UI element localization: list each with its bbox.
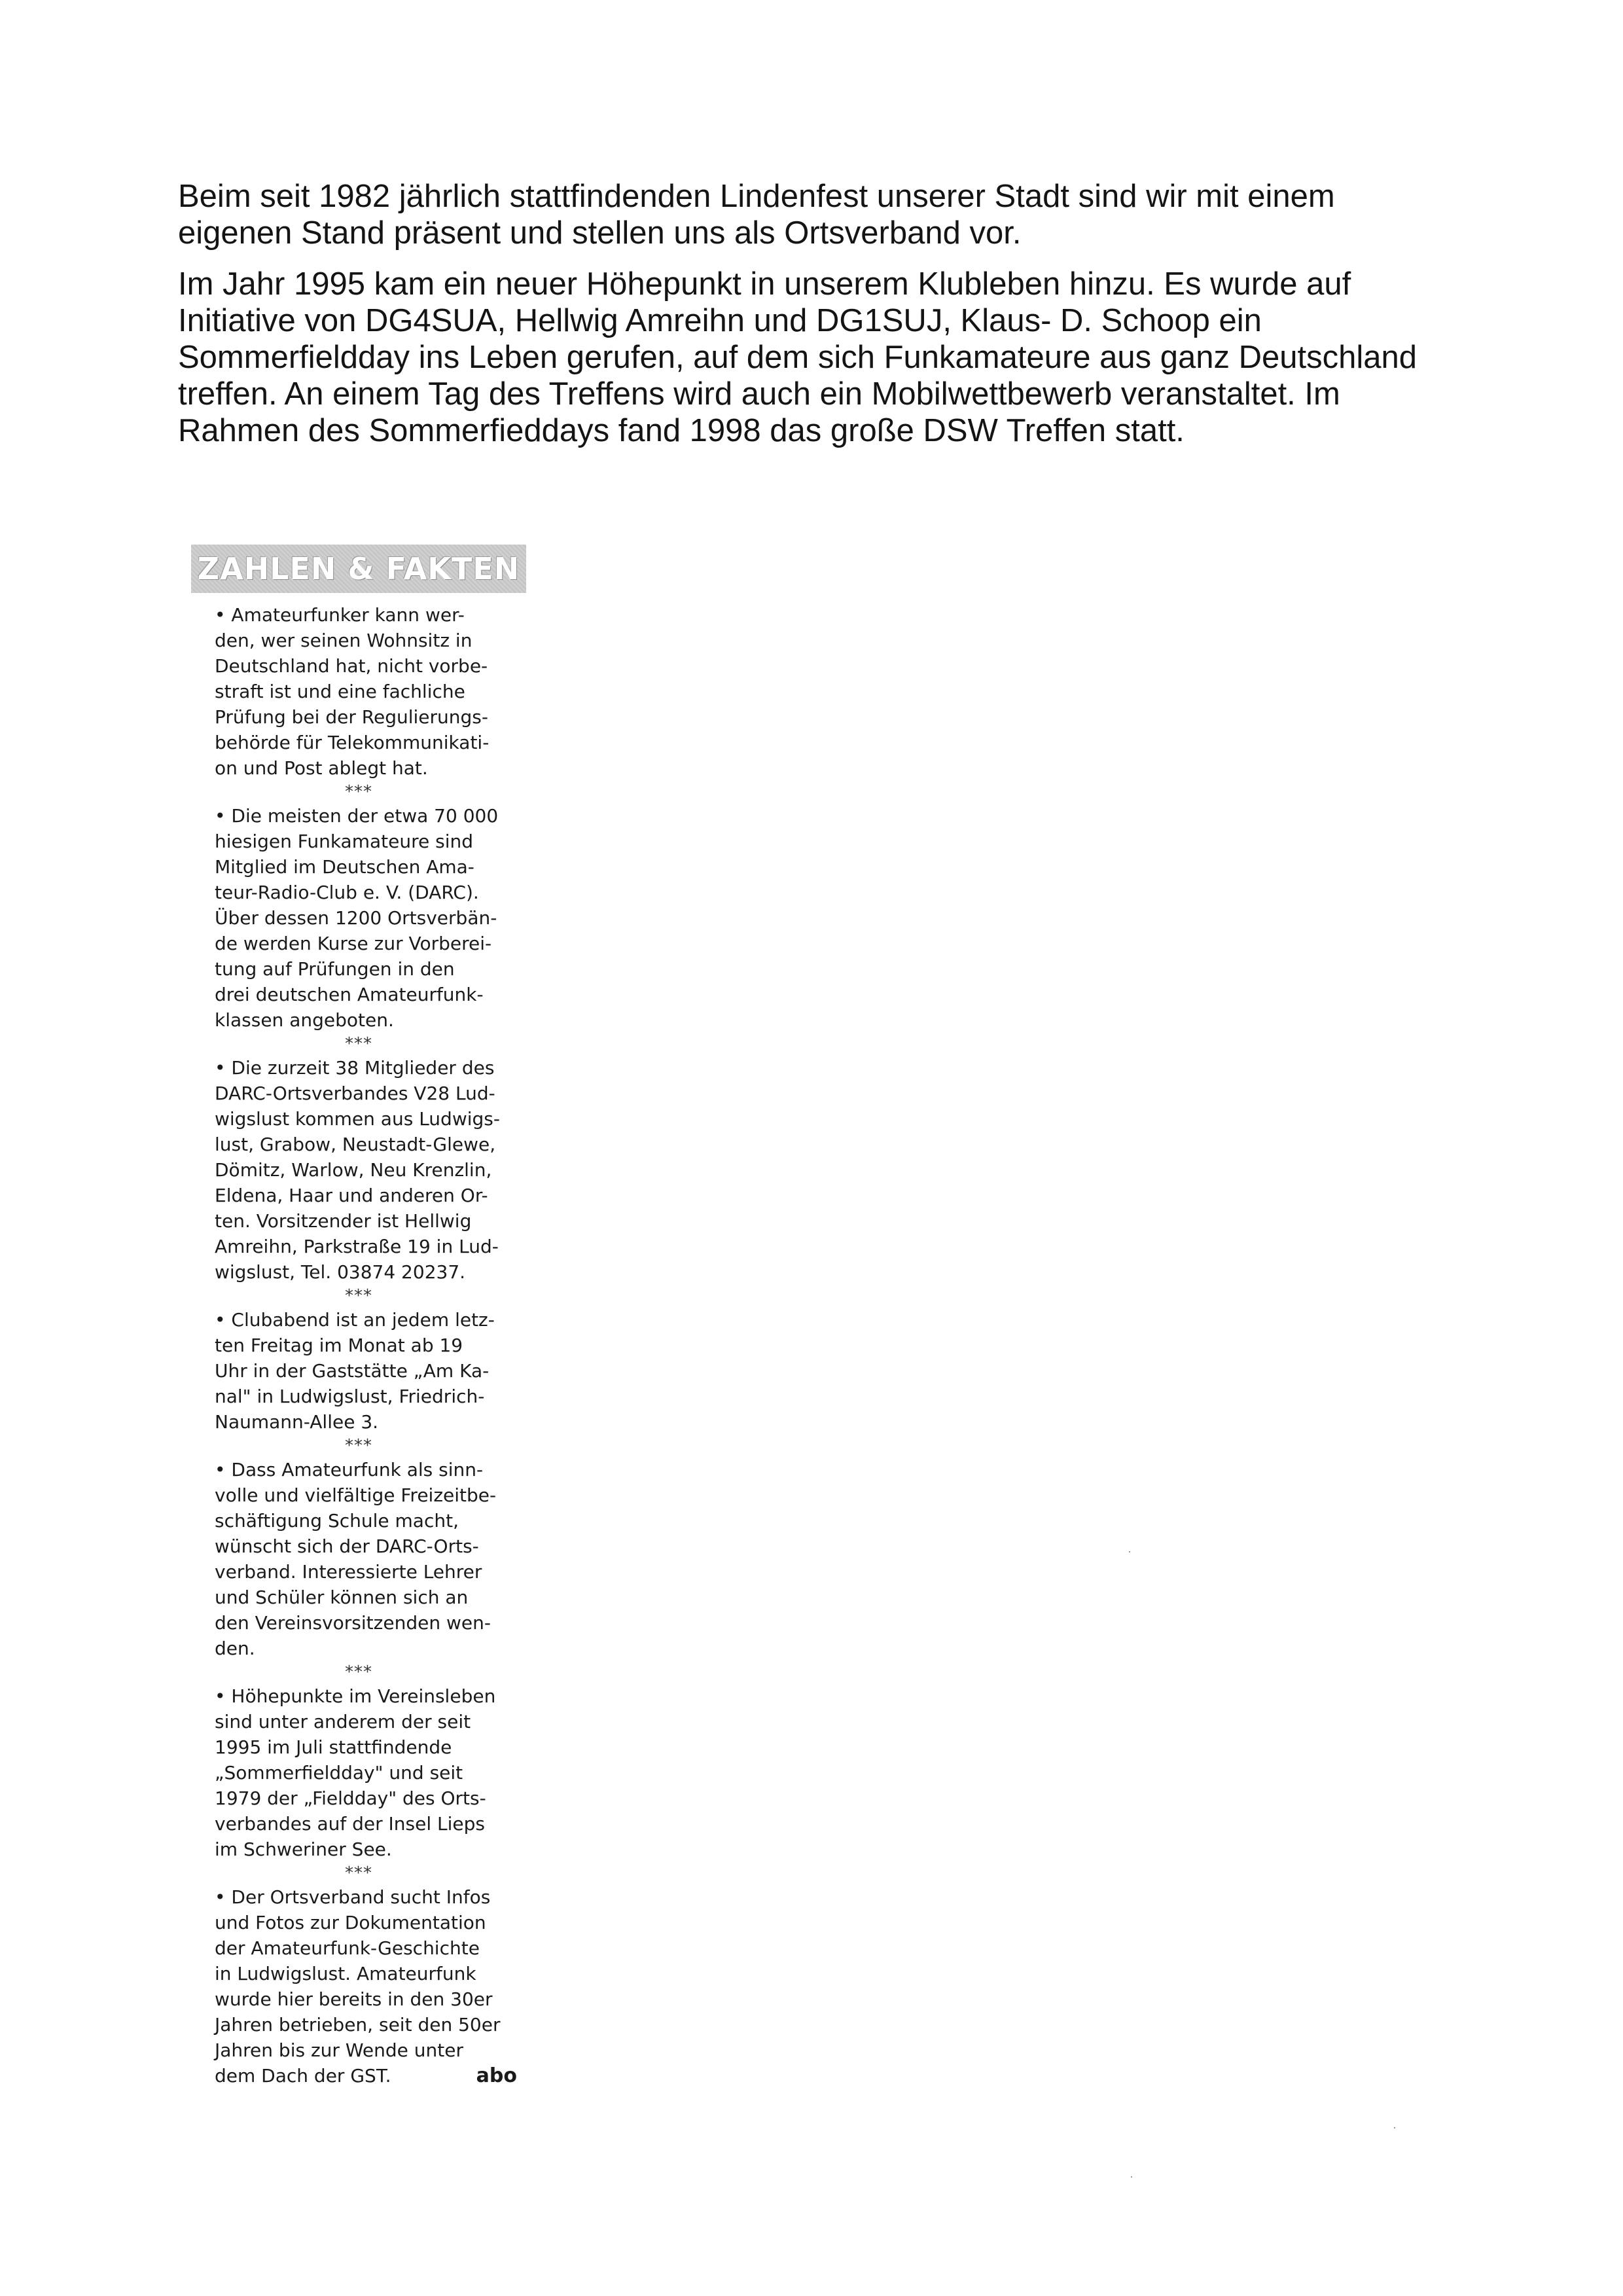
fact-item: • Amateurfunker kann wer- den, wer seinen Wohnsitz in Deutschland hat, nicht vorbe- straft ist und eine fachliche Prüfung bei der Regulierungs- behörde für Telekommunikati- on und Post ablegt hat. bbox=[215, 604, 490, 779]
scan-speck bbox=[1394, 2127, 1395, 2128]
separator: *** bbox=[345, 1863, 372, 1883]
clipping-body bbox=[191, 593, 522, 2089]
scan-speck bbox=[1129, 1551, 1130, 1552]
separator: *** bbox=[345, 1034, 372, 1054]
separator: *** bbox=[345, 1436, 372, 1456]
separator: *** bbox=[345, 1286, 372, 1306]
fact-item: • Der Ortsverband sucht Infos und Fotos zur Dokumentation der Amateurfunk-Geschichte in Ludwigslust. Amateurfunk wurde hier bereits in den 30er Jahren betrieben, seit den 50er Jahren bis zur Wende unter dem Dach der GST. bbox=[215, 1886, 501, 2087]
clipping-header: ZAHLEN & FAKTEN bbox=[191, 545, 526, 593]
fact-item: • Clubabend ist an jedem letz- ten Freitag im Monat ab 19 Uhr in der Gaststätte „Am Ka- nal" in Ludwigslust, Friedrich- Naumann-Allee 3. bbox=[215, 1309, 495, 1433]
intro-text bbox=[178, 178, 1421, 463]
separator: *** bbox=[345, 1662, 372, 1682]
fact-item: • Die meisten der etwa 70 000 hiesigen Funkamateure sind Mitglied im Deutschen Ama- teur-Radio-Club e. V. (DARC). Über dessen 1200 Ortsverbän- de werden Kurse zur Vorberei- tung auf Prüfungen in den drei deutschen Amateurfunk- klassen angeboten. bbox=[215, 805, 499, 1031]
intro-paragraph: Im Jahr 1995 kam ein neuer Höhepunkt in unserem Klubleben hinzu. Es wurde auf Initiative von DG4SUA, Hellwig Amreihn und DG1SUJ, Klaus- D. Schoop ein Sommerfieldday ins Leben gerufen, auf dem sich Funkamateure aus ganz Deutschland treffen. An einem Tag des Treffens wird auch ein Mobilwettbewerb veranstaltet. Im Rahmen des Sommerfieddays fand 1998 das große DSW Treffen statt. bbox=[178, 266, 1418, 448]
intro-paragraph: Beim seit 1982 jährlich stattfindenden Lindenfest unserer Stadt sind wir mit einem eigenen Stand präsent und stellen uns als Ortsverband vor. bbox=[178, 179, 1335, 251]
separator: *** bbox=[345, 782, 372, 802]
last-item-row bbox=[215, 1884, 522, 2089]
fact-item: • Dass Amateurfunk als sinn- volle und vielfältige Freizeitbe- schäftigung Schule macht, wünscht sich der DARC-Orts- verband. Interessierte Lehrer und Schüler können sich an den Vereinsvorsitzenden wen- den. bbox=[215, 1459, 497, 1659]
fact-item: • Höhepunkte im Vereinsleben sind unter anderem der seit 1995 im Juli stattfindende „Sommerfieldday" und seit 1979 der „Fieldday" des Orts- verbandes auf der Insel Lieps im Schweriner See. bbox=[215, 1685, 496, 1860]
scan-speck bbox=[1131, 2176, 1132, 2178]
author-signature: abo bbox=[476, 2064, 517, 2087]
newspaper-clipping bbox=[191, 545, 531, 2089]
fact-item: • Die zurzeit 38 Mitglieder des DARC-Ortsverbandes V28 Lud- wigslust kommen aus Ludwigs- lust, Grabow, Neustadt-Glewe, Dömitz, Warlow, Neu Krenzlin, Eldena, Haar und anderen Or- ten. Vorsitzender ist Hellwig Amreihn, Parkstraße 19 in Lud- wigslust, Tel. 03874 20237. bbox=[215, 1057, 500, 1283]
